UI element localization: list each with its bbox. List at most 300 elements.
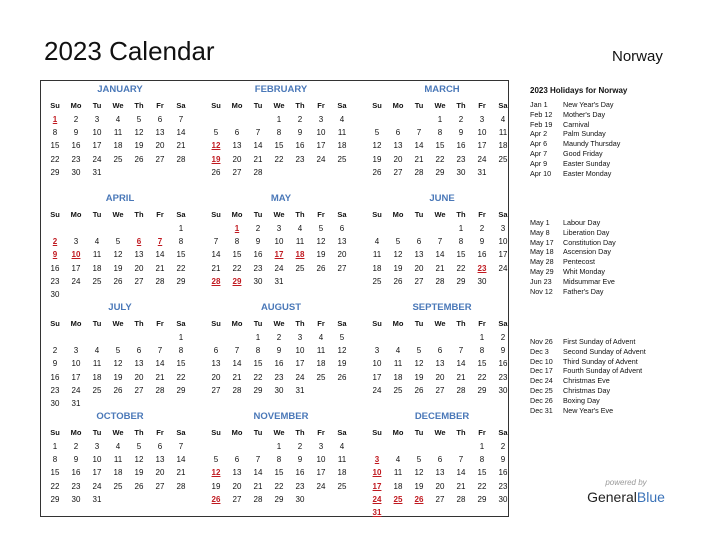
day: 23 [50,276,60,286]
day: 23 [274,372,284,382]
holiday-name: Maundy Thursday [563,139,621,149]
day: 25 [113,481,123,491]
day: 21 [414,154,424,164]
day: 13 [232,468,242,478]
day: 16 [477,250,487,260]
month-name: JANUARY [97,84,143,95]
weekday-header: Sa [337,428,347,437]
day: 23 [50,385,60,395]
day: 9 [276,346,282,356]
day: 29 [477,385,487,395]
day: 14 [456,359,466,369]
day: 2 [458,115,464,124]
day: 17 [372,372,382,382]
day: 22 [50,481,60,491]
day: 24 [316,481,326,491]
day: 29 [456,276,466,286]
day: 10 [92,455,102,465]
day: 5 [213,455,219,465]
day: 7 [178,115,184,124]
month-name: JUNE [429,193,455,204]
holiday-date: May 1 [530,218,550,227]
day: 19 [134,468,144,478]
holiday-date: Dec 3 [530,346,549,356]
day: 10 [477,128,487,138]
day: 7 [255,455,261,465]
day: 19 [414,372,424,382]
day: 26 [316,263,326,273]
weekday-header: Th [295,428,305,437]
weekday-header: Sa [176,210,186,219]
day: 31 [92,167,102,177]
weekday-header: Fr [156,101,164,110]
day: 9 [255,237,261,247]
day: 31 [274,276,284,286]
day: 23 [253,263,263,273]
day: 14 [176,455,186,465]
weekday-header: Tu [414,210,424,219]
weekday-header: Su [372,101,382,110]
weekday-header: Tu [414,101,424,110]
day: 5 [136,442,142,451]
day: 30 [71,494,81,504]
day: 29 [253,385,263,395]
day: 5 [213,128,219,138]
day: 28 [435,276,445,286]
holiday-day: 2 [52,237,58,247]
holiday-name: Good Friday [563,149,603,158]
day: 2 [73,115,79,124]
holiday-name: Easter Monday [563,168,612,178]
day: 4 [94,237,100,247]
day: 29 [176,276,186,286]
day: 3 [94,115,100,124]
weekday-header: Sa [498,428,508,437]
weekday-header: Th [134,101,144,110]
day: 23 [498,481,508,491]
holiday-date: Dec 17 [530,366,553,376]
weekday-header: Th [456,101,466,110]
day: 13 [435,468,445,478]
month-name: JULY [108,302,132,313]
brand-name-part2: Blue [636,489,665,505]
day: 14 [155,359,165,369]
day: 22 [176,263,186,273]
holiday-name: Labour Day [563,218,601,227]
weekday-header: We [273,101,285,110]
month-name: SEPTEMBER [412,302,472,313]
day: 18 [372,263,382,273]
day: 13 [155,128,165,138]
day: 5 [115,346,121,356]
day: 13 [211,359,221,369]
day: 6 [234,128,240,138]
day: 8 [458,237,464,247]
day: 7 [458,455,464,465]
day: 21 [435,263,445,273]
day: 12 [372,141,382,151]
day: 22 [274,481,284,491]
day: 18 [337,141,347,151]
day: 29 [477,494,487,504]
day: 27 [134,385,144,395]
day: 3 [73,237,79,247]
day: 1 [255,333,261,342]
day: 28 [414,167,424,177]
holiday-name: Constitution Day [563,237,616,247]
day: 6 [339,224,345,233]
day: 3 [479,115,485,124]
day: 14 [456,468,466,478]
day: 4 [339,115,345,124]
weekday-header: We [112,428,124,437]
day: 15 [253,359,263,369]
day: 23 [71,154,81,164]
day: 27 [211,385,221,395]
day: 10 [295,346,305,356]
day: 23 [71,481,81,491]
holiday-date: May 17 [530,237,554,247]
day: 30 [253,276,263,286]
holiday-day: 31 [372,508,382,517]
day: 28 [232,385,242,395]
holiday-day: 3 [374,455,380,465]
day: 12 [113,250,123,260]
month-name: FEBRUARY [254,84,308,95]
day: 1 [479,442,485,451]
weekday-header: Th [295,101,305,110]
day: 4 [395,346,401,356]
day: 25 [393,385,403,395]
weekday-header: We [434,210,446,219]
holiday-date: Feb 19 [530,119,553,129]
day: 2 [479,224,485,233]
day: 26 [134,481,144,491]
day: 29 [176,385,186,395]
day: 9 [500,346,506,356]
brand-name [584,488,668,506]
day: 7 [437,237,443,247]
day: 13 [435,359,445,369]
holiday-date: Jan 1 [530,100,548,109]
day: 27 [337,263,347,273]
weekday-header: Fr [317,319,325,328]
day: 2 [73,442,79,451]
holiday-day: 26 [211,494,221,504]
holiday-day: 1 [52,115,58,124]
day: 8 [276,128,282,138]
day: 22 [477,372,487,382]
day: 11 [113,455,123,465]
day: 21 [253,154,263,164]
holiday-date: Apr 6 [530,139,548,149]
day: 30 [498,494,508,504]
day: 4 [500,115,506,124]
day: 16 [253,250,263,260]
brand-name-part1: General [587,489,637,505]
day: 5 [374,128,380,138]
day: 13 [337,237,347,247]
holiday-date: Nov 12 [530,286,553,296]
day: 21 [176,468,186,478]
holiday-date: Feb 12 [530,109,553,119]
day: 10 [71,359,81,369]
day: 24 [372,385,382,395]
day: 4 [115,442,121,451]
day: 31 [295,385,305,395]
day: 4 [339,442,345,451]
day: 6 [157,442,163,451]
day: 26 [372,167,382,177]
day: 15 [477,359,487,369]
day: 24 [71,276,81,286]
holiday-name: Palm Sunday [563,129,606,139]
day: 2 [52,346,58,356]
weekday-header: We [273,319,285,328]
day: 1 [178,333,184,342]
day: 20 [414,263,424,273]
day: 2 [500,442,506,451]
weekday-header: Tu [92,101,102,110]
weekday-header: Sa [176,101,186,110]
weekday-header: Su [211,319,221,328]
day: 26 [337,372,347,382]
month-name: MAY [270,193,292,204]
weekday-header: Th [295,319,305,328]
day: 6 [395,128,401,138]
day: 12 [337,346,347,356]
weekday-header: We [434,101,446,110]
day: 28 [155,276,165,286]
day: 5 [416,346,422,356]
day: 15 [50,468,60,478]
weekday-header: Fr [478,210,486,219]
weekday-header: Su [50,210,60,219]
day: 13 [155,455,165,465]
weekday-header: Fr [478,319,486,328]
day: 16 [456,141,466,151]
day: 3 [276,224,282,233]
day: 16 [50,372,60,382]
day: 11 [113,128,123,138]
day: 8 [479,346,485,356]
day: 27 [232,167,242,177]
day: 17 [316,141,326,151]
weekday-header: Sa [337,101,347,110]
day: 25 [295,263,305,273]
day: 11 [295,237,305,247]
day: 2 [297,115,303,124]
weekday-header: Mo [231,101,243,110]
day: 11 [393,468,403,478]
day: 17 [71,263,81,273]
holiday-name: Christmas Day [563,386,611,395]
weekday-header: Fr [478,101,486,110]
holiday-name: Fourth Sunday of Advent [563,366,643,376]
weekday-header: We [434,319,446,328]
day: 18 [92,372,102,382]
day: 13 [232,141,242,151]
day: 9 [73,455,79,465]
day: 22 [232,263,242,273]
weekday-header: Th [456,319,466,328]
day: 20 [435,372,445,382]
day: 28 [176,154,186,164]
day: 2 [297,442,303,451]
weekday-header: Fr [317,428,325,437]
day: 18 [337,468,347,478]
holiday-date: May 8 [530,227,550,237]
day: 15 [274,141,284,151]
day: 28 [253,167,263,177]
day: 6 [416,237,422,247]
weekday-header: Tu [253,319,263,328]
holiday-name: Third Sunday of Advent [563,356,638,366]
day: 29 [274,494,284,504]
weekday-header: Mo [392,428,404,437]
holiday-name: Whit Monday [563,267,605,276]
day: 24 [92,154,102,164]
day: 7 [458,346,464,356]
month-name: APRIL [105,193,135,204]
day: 20 [155,141,165,151]
day: 29 [50,494,60,504]
day: 24 [498,263,508,273]
weekday-header: Th [134,319,144,328]
day: 21 [155,263,165,273]
day: 12 [113,359,123,369]
day: 16 [71,468,81,478]
day: 20 [337,250,347,260]
weekday-header: Mo [70,210,82,219]
day: 18 [113,468,123,478]
weekday-header: Sa [176,319,186,328]
day: 8 [52,128,58,138]
month-name: NOVEMBER [253,411,309,422]
holiday-name: Father's Day [563,286,604,296]
calendar-grid [40,80,509,517]
day: 24 [71,385,81,395]
day: 19 [372,154,382,164]
day: 14 [414,141,424,151]
day: 11 [316,346,326,356]
day: 8 [255,346,261,356]
holiday-date: Dec 26 [530,395,553,405]
day: 28 [253,494,263,504]
day: 9 [73,128,79,138]
day: 5 [115,237,121,247]
day: 15 [435,141,445,151]
weekday-header: Mo [392,319,404,328]
day: 27 [414,276,424,286]
weekday-header: Fr [317,210,325,219]
day: 25 [498,154,508,164]
day: 17 [498,250,508,260]
day: 25 [372,276,382,286]
day: 30 [71,167,81,177]
weekday-header: Mo [392,101,404,110]
day: 12 [414,359,424,369]
day: 2 [255,224,261,233]
day: 19 [113,263,123,273]
day: 15 [477,468,487,478]
weekday-header: Th [134,210,144,219]
day: 21 [211,263,221,273]
holiday-day: 26 [414,494,424,504]
month-name: OCTOBER [96,411,144,422]
day: 7 [255,128,261,138]
day: 17 [92,468,102,478]
day: 4 [297,224,303,233]
day: 8 [178,237,184,247]
day: 26 [393,276,403,286]
weekday-header: Su [211,101,221,110]
day: 23 [295,481,305,491]
weekday-header: Fr [478,428,486,437]
day: 8 [178,346,184,356]
day: 4 [94,346,100,356]
holiday-name: Pentecost [563,257,595,267]
holiday-date: Dec 31 [530,405,553,415]
day: 20 [134,263,144,273]
holiday-day: 1 [234,224,240,233]
holiday-date: Apr 2 [530,129,548,139]
day: 23 [456,154,466,164]
day: 26 [211,167,221,177]
month-name: AUGUST [260,302,302,313]
day: 13 [414,250,424,260]
weekday-header: Tu [253,101,263,110]
day: 14 [232,359,242,369]
day: 25 [337,154,347,164]
holidays-title: 2023 Holidays for Norway [530,86,628,95]
weekday-header: Tu [414,319,424,328]
day: 15 [274,468,284,478]
day: 9 [297,455,303,465]
day: 1 [458,224,464,233]
holiday-day: 9 [52,250,58,260]
weekday-header: Sa [498,319,508,328]
day: 3 [73,346,79,356]
day: 4 [374,237,380,247]
day: 25 [92,385,102,395]
day: 25 [337,481,347,491]
day: 6 [157,115,163,124]
day: 9 [479,237,485,247]
day: 16 [50,263,60,273]
day: 10 [316,128,326,138]
day: 27 [393,167,403,177]
day: 1 [276,442,282,451]
day: 9 [500,455,506,465]
holiday-date: May 18 [530,247,554,257]
day: 30 [295,494,305,504]
day: 28 [155,385,165,395]
holiday-name: Ascension Day [563,247,611,257]
day: 27 [435,494,445,504]
day: 26 [113,385,123,395]
day: 6 [437,455,443,465]
day: 13 [134,359,144,369]
weekday-header: Su [50,319,60,328]
page-title: 2023 Calendar [44,36,215,66]
day: 30 [274,385,284,395]
day: 30 [50,399,60,408]
weekday-header: Tu [92,319,102,328]
weekday-header: Th [295,210,305,219]
day: 20 [134,372,144,382]
day: 19 [211,481,221,491]
